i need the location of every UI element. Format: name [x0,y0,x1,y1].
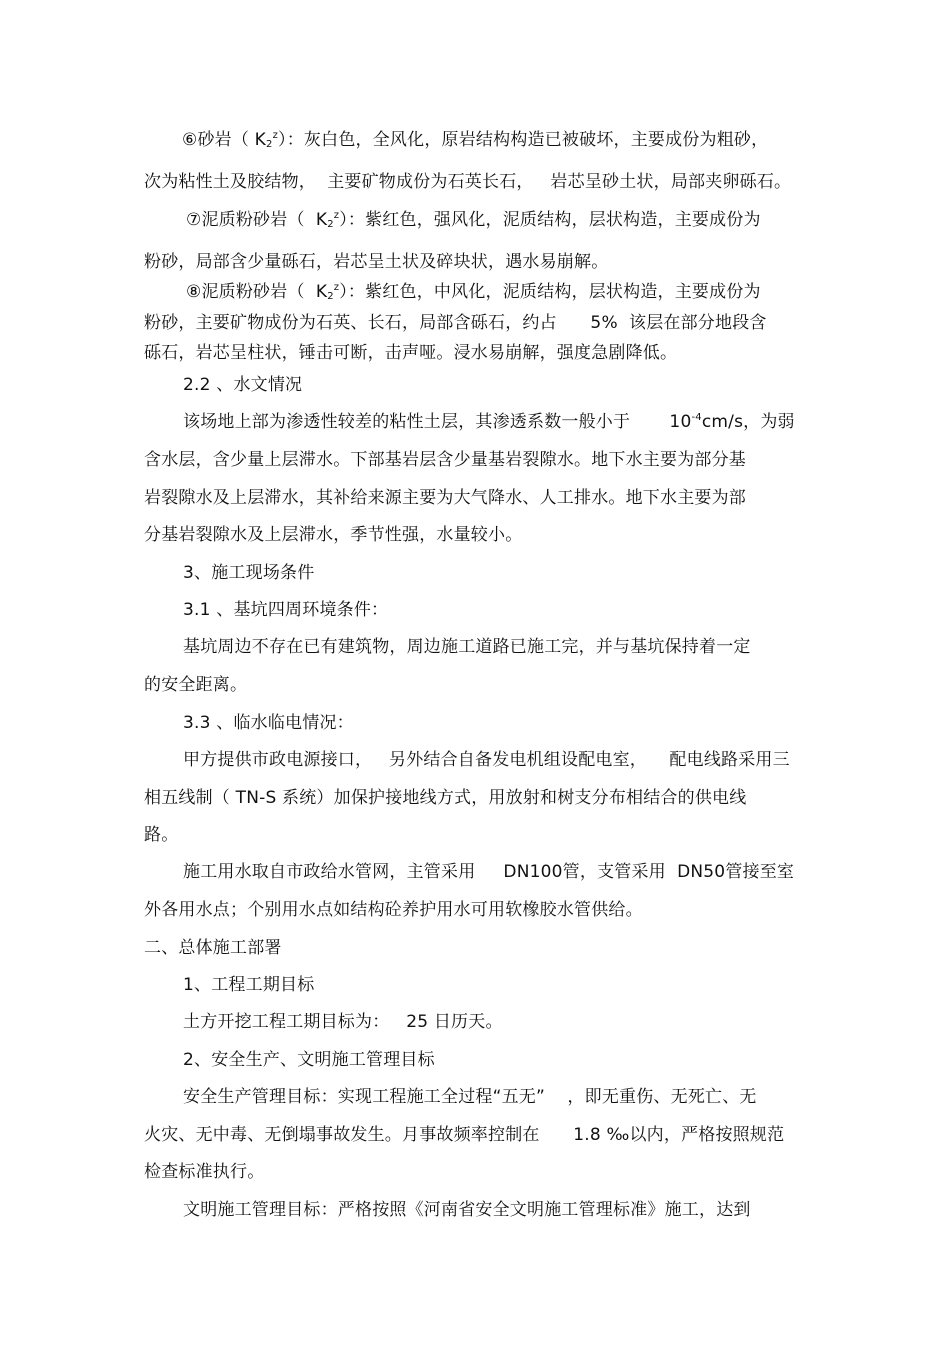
paragraph-sandstone-line-2: 次为粘性土及胶结物， 主要矿物成份为石英长石， 岩芯呈砂土状，局部夹卵砾石。 [144,172,792,192]
heading-schedule-goal: 1、工程工期目标 [183,975,315,995]
heading-hydrology: 2.2 、水文情况 [183,375,303,395]
paragraph-power-line-3: 路。 [144,825,179,845]
paragraph-safety-line-3: 检查标准执行。 [144,1162,265,1182]
paragraph-safety-line-1: 安全生产管理目标：实现工程施工全过程“五无” ，即无重伤、无死亡、无 [183,1087,757,1107]
paragraph-mudstone7-line-1: ⑦泥质粉砂岩（ $K_2^z$）：紫红色，强风化，泥质结构，层状构造，主要成份为 [186,210,761,230]
heading-overall-deployment: 二、总体施工部署 [144,938,282,958]
paragraph-power-line-1: 甲方提供市政电源接口， 另外结合自备发电机组设配电室， 配电线路采用三 [183,750,790,770]
heading-safety-goal: 2、安全生产、文明施工管理目标 [183,1050,435,1070]
paragraph-civilized-line-1: 文明施工管理目标：严格按照《河南省安全文明施工管理标准》施工，达到 [183,1200,751,1220]
paragraph-mudstone8-line-1: ⑧泥质粉砂岩（ $K_2^z$）：紫红色，中风化，泥质结构，层状构造，主要成份为 [186,282,761,302]
paragraph-mudstone8-line-3: 砾石，岩芯呈柱状，锤击可断，击声哑。浸水易崩解，强度急剧降低。 [144,343,678,363]
paragraph-sandstone-line-1: ⑥砂岩（ $K_2^z$）：灰白色，全风化，原岩结构构造已被破坏，主要成份为粗砂， [182,130,769,150]
paragraph-hydrology-line-1: 该场地上部为渗透性较差的粘性土层，其渗透系数一般小于 $10^{-4}cm/s$，为弱 [183,412,795,432]
paragraph-safety-line-2: 火灾、无中毒、无倒塌事故发生。月事故频率控制在 1.8 ‰以内，严格按照规范 [144,1125,785,1145]
paragraph-pit-environment-line-1: 基坑周边不存在已有建筑物，周边施工道路已施工完，并与基坑保持着一定 [183,637,751,657]
paragraph-water-line-2: 外各用水点；个别用水点如结构砼养护用水可用软橡胶水管供给。 [144,900,643,920]
paragraph-schedule-goal: 土方开挖工程工期目标为： 25 日历天。 [183,1012,503,1032]
paragraph-power-line-2: 相五线制（ TN-S 系统）加保护接地线方式，用放射和树支分布相结合的供电线 [144,788,747,808]
paragraph-hydrology-line-2: 含水层，含少量上层滞水。下部基岩层含少量基岩裂隙水。地下水主要为部分基 [144,450,746,470]
paragraph-hydrology-line-3: 岩裂隙水及上层滞水，其补给来源主要为大气降水、人工排水。地下水主要为部 [144,488,746,508]
paragraph-mudstone8-line-2: 粉砂，主要矿物成份为石英、长石，局部含砾石，约占 5% 该层在部分地段含 [144,313,767,333]
heading-site-conditions: 3、施工现场条件 [183,563,315,583]
heading-water-power: 3.3 、临水临电情况： [183,713,354,733]
paragraph-mudstone7-line-2: 粉砂，局部含少量砾石，岩芯呈土状及碎块状，遇水易崩解。 [144,252,609,272]
paragraph-hydrology-line-4: 分基岩裂隙水及上层滞水，季节性强，水量较小。 [144,525,523,545]
paragraph-pit-environment-line-2: 的安全距离。 [144,675,248,695]
heading-pit-environment: 3.1 、基坑四周环境条件： [183,600,389,620]
paragraph-water-line-1: 施工用水取自市政给水管网，主管采用 DN100管，支管采用 DN50管接至室 [183,862,795,882]
